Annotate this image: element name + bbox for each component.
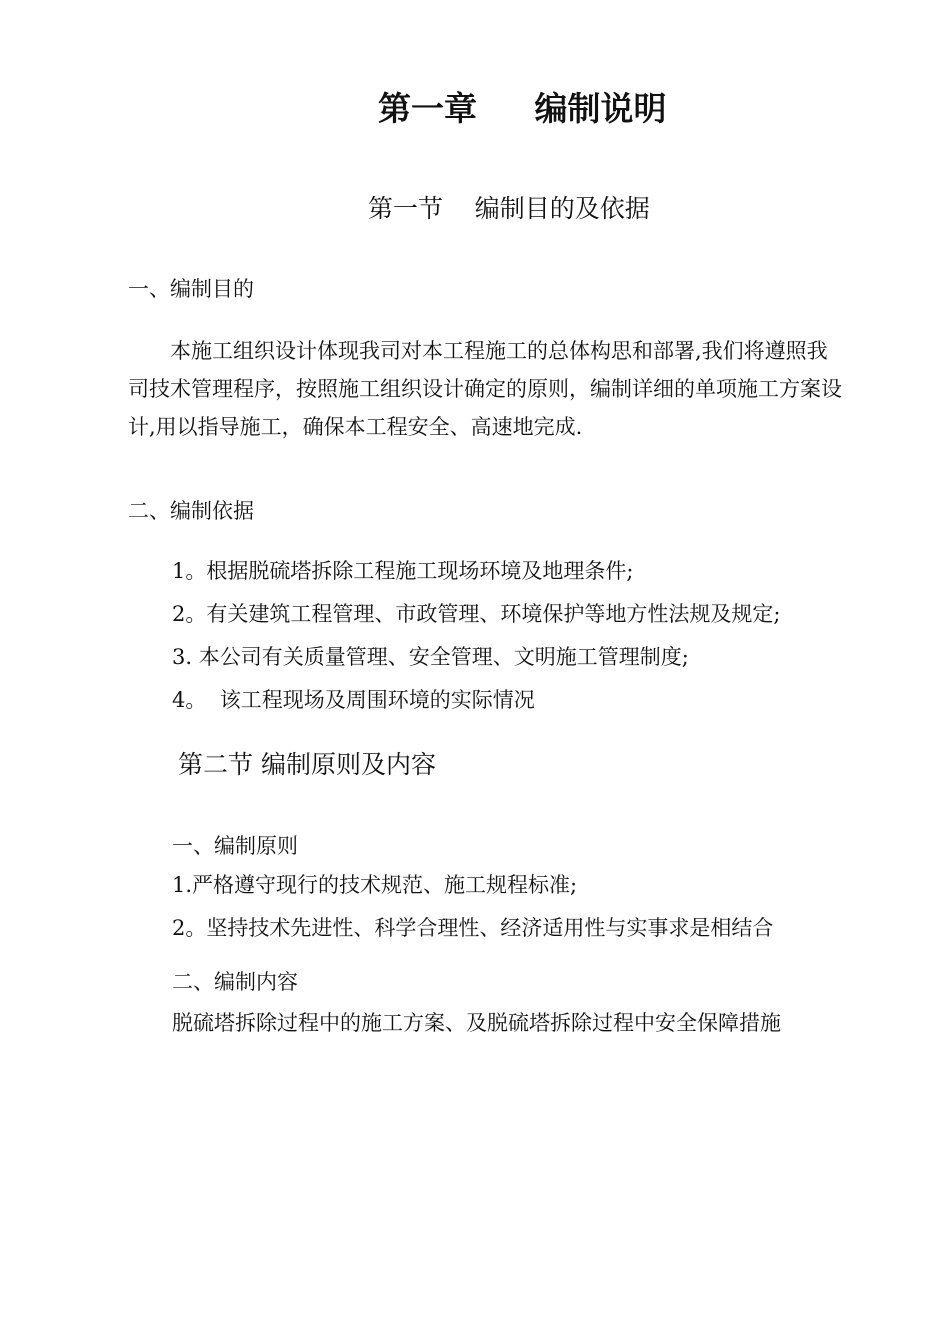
chapter-title: 第一章 编制说明 <box>378 89 667 128</box>
basis-item-2: 2。有关建筑工程管理、市政管理、环境保护等地方性法规及规定; <box>172 602 781 626</box>
content-heading: 二、编制内容 <box>172 970 298 994</box>
section-title-1: 第一节 编制目的及依据 <box>368 194 650 223</box>
purpose-paragraph: 本施工组织设计体现我司对本工程施工的总体构思和部署,我们将遵照我司技术管理程序，按照施工组织设计确定的原则，编制详细的单项施工方案设计,用以指导施工，确保本工程安全、高速地完成. <box>128 339 842 439</box>
principles-heading: 一、编制原则 <box>172 834 298 858</box>
purpose-heading: 一、编制目的 <box>128 277 254 301</box>
section-title-2: 第二节 编制原则及内容 <box>178 750 436 779</box>
basis-heading: 二、编制依据 <box>128 499 254 523</box>
basis-item-3: 3. 本公司有关质量管理、安全管理、文明施工管理制度; <box>172 645 689 669</box>
content-text: 脱硫塔拆除过程中的施工方案、及脱硫塔拆除过程中安全保障措施 <box>172 1011 781 1035</box>
principle-item-1: 1.严格遵守现行的技术规范、施工规程标准; <box>172 873 578 897</box>
basis-item-1: 1。根据脱硫塔拆除工程施工现场环境及地理条件; <box>172 559 634 583</box>
basis-item-4: 4。 该工程现场及周围环境的实际情况 <box>172 688 535 712</box>
principle-item-2: 2。坚持技术先进性、科学合理性、经济适用性与实事求是相结合 <box>172 916 774 940</box>
